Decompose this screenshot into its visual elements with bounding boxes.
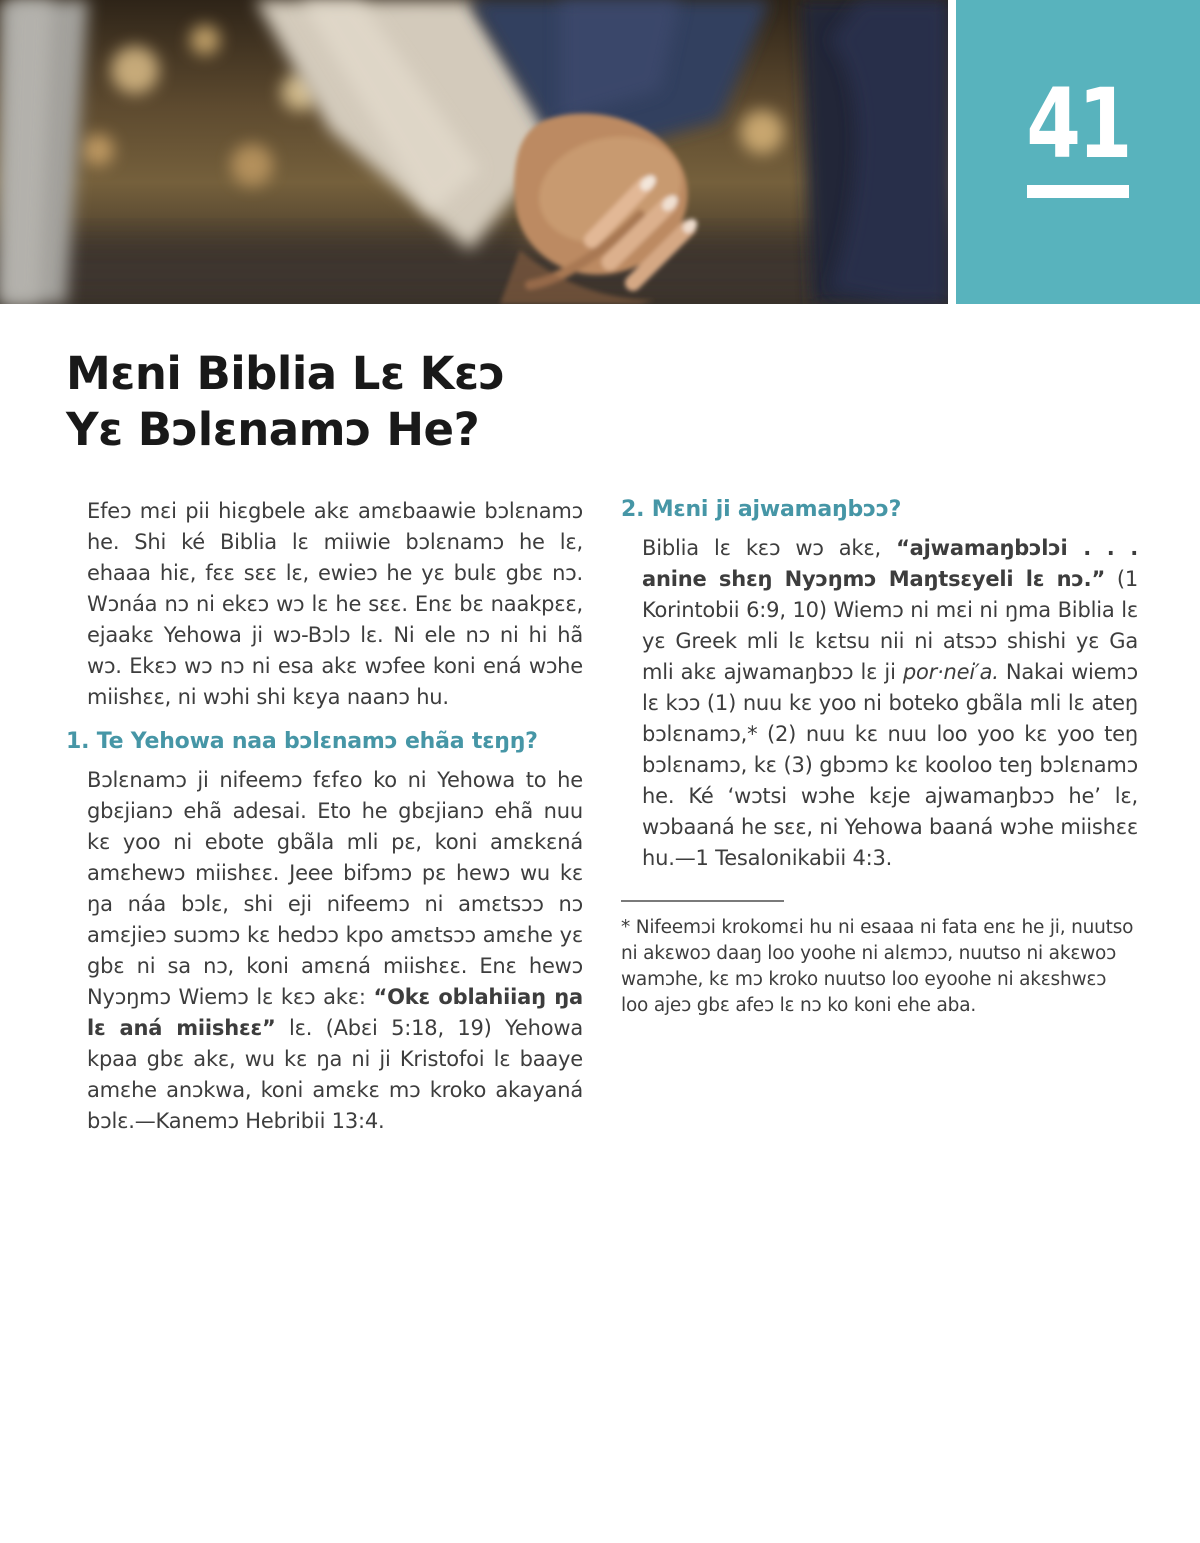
section-1-paragraph: [87, 765, 583, 1137]
left-column: [66, 496, 583, 1137]
lesson-number-underline: [1027, 185, 1129, 198]
right-column: [621, 496, 1138, 1137]
lesson-number: 41: [1026, 68, 1130, 180]
intro-paragraph: [87, 496, 583, 713]
hero-band: [0, 0, 1200, 304]
text-segment: Biblia lɛ kɛɔ wɔ akɛ,: [642, 536, 897, 560]
text-segment: por·nei′a.: [902, 660, 999, 684]
holding-hands-illustration: [0, 0, 948, 304]
article-content: [0, 304, 1200, 1137]
page-title: [66, 346, 1200, 458]
page-title-line2: Yɛ Bɔlɛnamɔ He?: [66, 403, 480, 456]
text-segment: Nakai wiemɔ lɛ kɔɔ (1) nuu kɛ yoo ni boteko gbãla mli lɛ ateŋ bɔlɛnamɔ,* (2) nuu kɛ nuu loo yoo kɛ yoo teŋ bɔlɛnamɔ, kɛ (3) gbɔmɔ kɛ kooloo teŋ bɔlɛnamɔ he. Ké ‘wɔtsi wɔhe kɛje ajwamaŋbɔɔ he’ lɛ, wɔbaaná he sɛɛ, ni Yehowa baaná wɔhe miishɛɛ hu.—1 Tesalonikabii 4:3.: [642, 660, 1138, 870]
two-column-layout: [66, 496, 1200, 1137]
text-segment: Bɔlɛnamɔ ji nifeemɔ fɛfɛo ko ni Yehowa to he gbɛjianɔ ehã adesai. Eto he gbɛjianɔ ehã nuu kɛ yoo ni ebote gbãla mli pɛ, koni amɛkɛná amɛhewɔ miishɛɛ. Jeee bifɔmɔ pɛ hewɔ wu kɛ ŋa náa bɔlɛ, shi eji nifeemɔ ni amɛtsɔɔ nɔ amɛjieɔ suɔmɔ kɛ hedɔɔ kpo amɛtsɔɔ amɛhe yɛ gbɛ ni sa nɔ, koni amɛná miishɛɛ. Enɛ hewɔ Nyɔŋmɔ Wiemɔ lɛ kɛɔ akɛ:: [87, 768, 583, 1009]
footnote-separator: [621, 900, 784, 902]
footnote-text: * Nifeemɔi krokomɛi hu ni esaaa ni fata enɛ he ji, nuutso ni akɛwoɔ daaŋ loo yoohe ni alɛmɔɔ, nuutso ni akɛwoɔ wamɔhe, kɛ mɔ kroko nuutso loo eyoohe ni akɛshwɛɔ loo ajeɔ gbɛ afeɔ lɛ nɔ ko koni ehe aba.: [621, 917, 1134, 1016]
text-segment: Efeɔ mɛi pii hiɛgbele akɛ amɛbaawie bɔlɛnamɔ he. Shi ké Biblia lɛ miiwie bɔlɛnamɔ he lɛ, ehaaa hiɛ, fɛɛ sɛɛ lɛ, ewieɔ he yɛ bulɛ gbɛ nɔ. Wɔnáa nɔ ni ekɛɔ wɔ lɛ he sɛɛ. Enɛ bɛ naakpɛɛ, ejaakɛ Yehowa ji wɔ-Bɔlɔ lɛ. Ni ele nɔ ni hi hã wɔ. Ekɛɔ wɔ nɔ ni esa akɛ wɔfee koni ená wɔhe miishɛɛ, ni wɔhi shi kɛya naanɔ hu.: [87, 499, 583, 709]
text-segment: (1 Korintobii 6:9, 10) Wiemɔ ni mɛi ni ŋma Biblia lɛ yɛ Greek mli lɛ kɛtsu nii ni atsɔɔ shishi yɛ Ga mli akɛ ajwamaŋbɔɔ lɛ ji: [642, 567, 1138, 684]
lesson-number-badge: [956, 0, 1200, 304]
section-2-paragraph: [642, 533, 1138, 874]
text-segment: “ajwamaŋbɔlɔi . . . anine shɛŋ Nyɔŋmɔ Maŋtsɛyeli lɛ nɔ.”: [642, 536, 1139, 591]
section-2-heading: 2. Mɛni ji ajwamaŋbɔɔ?: [621, 497, 902, 522]
text-segment: “Okɛ oblahiiaŋ ŋa lɛ aná miishɛɛ”: [87, 985, 584, 1040]
page-title-line1: Mɛni Biblia Lɛ Kɛɔ: [66, 347, 505, 400]
section-1-heading: 1. Te Yehowa naa bɔlɛnamɔ ehãa tɛŋŋ?: [66, 729, 538, 754]
couple-holding-hands-photo: [0, 0, 948, 304]
text-segment: lɛ. (Abɛi 5:18, 19) Yehowa kpaa gbɛ akɛ, wu kɛ ŋa ni ji Kristofoi lɛ baaye amɛhe anɔkwa, koni amɛkɛ mɔ kroko akayaná bɔlɛ.—Kanemɔ Hebribii 13:4.: [87, 1016, 583, 1133]
